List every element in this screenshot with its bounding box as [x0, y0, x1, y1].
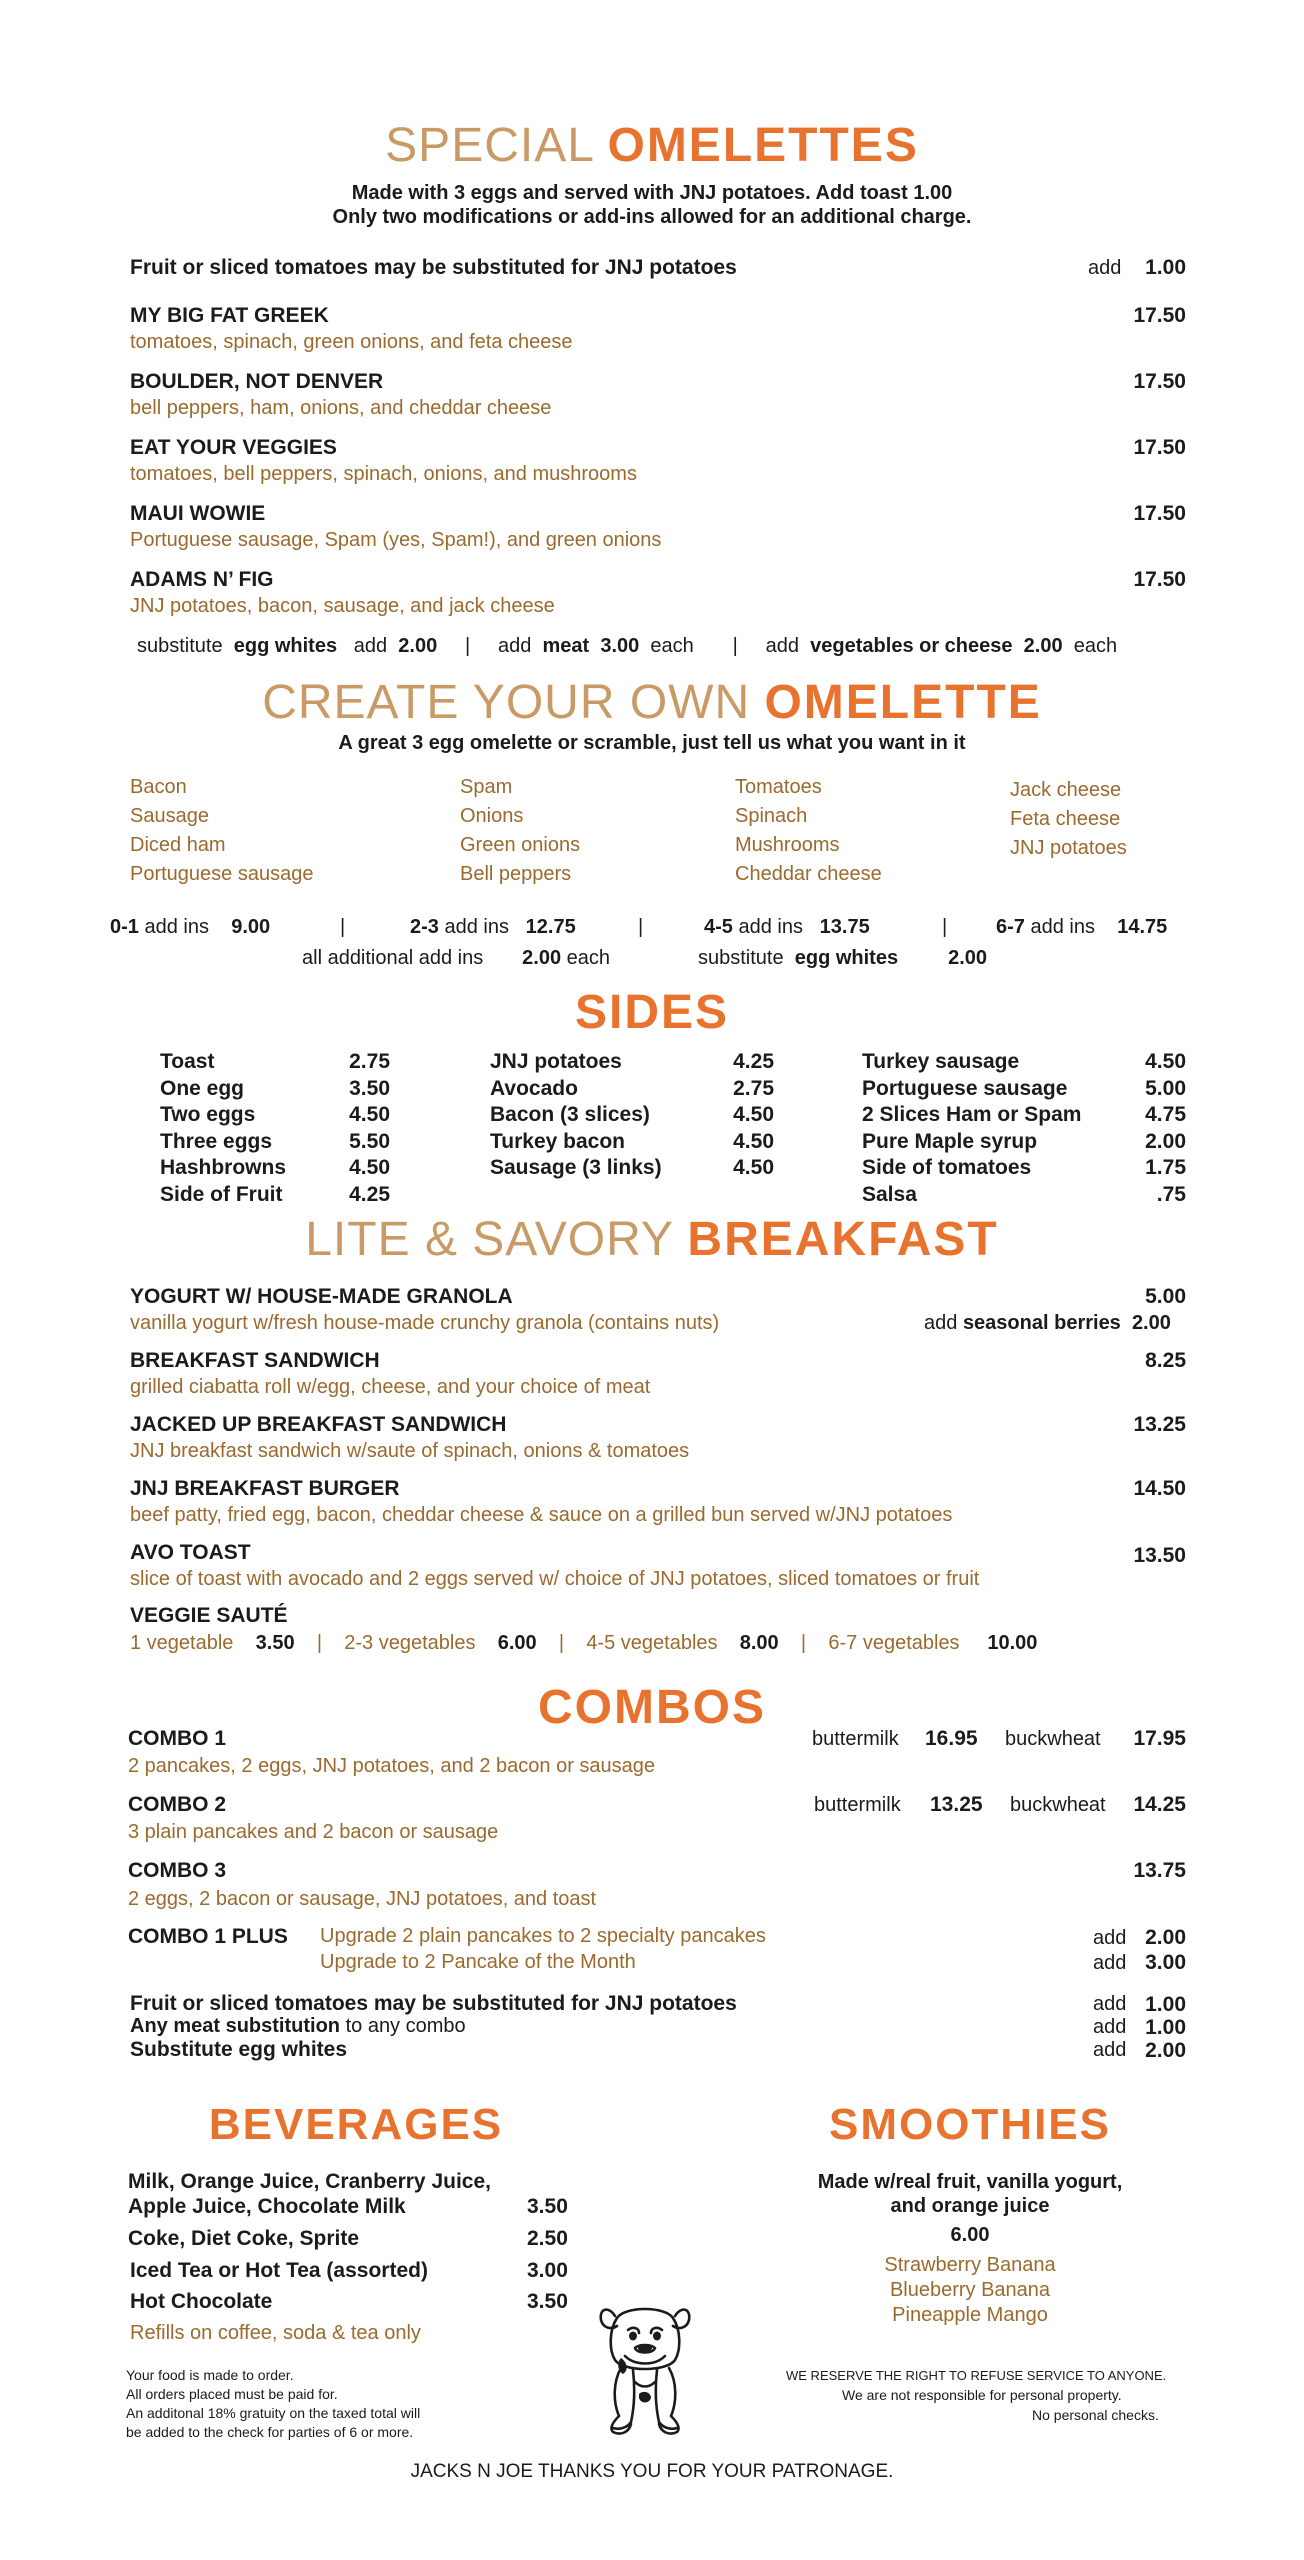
- omelette-price: 17.50: [1133, 436, 1186, 459]
- tier-price: 9.00: [231, 916, 271, 938]
- combo-note-meat-label: Any meat substitution: [130, 2015, 341, 2037]
- combo-1-plus-add: add: [1093, 1952, 1127, 1974]
- side-price: 4.50: [349, 1156, 390, 1179]
- combo-3-price: 13.75: [1133, 1859, 1186, 1882]
- separator: |: [316, 1632, 323, 1654]
- side-name: Side of tomatoes: [862, 1156, 1032, 1179]
- side-name: Sausage (3 links): [490, 1156, 662, 1179]
- footer-note: Your food is made to order.: [126, 2367, 294, 2383]
- sides-column-2-prices: [700, 1049, 774, 1182]
- ingredient: Spam: [460, 776, 513, 798]
- side-name: Pure Maple syrup: [862, 1129, 1038, 1153]
- berries-add: add: [924, 1312, 958, 1334]
- lite-item-price: 14.50: [1133, 1477, 1186, 1500]
- footer-property-note: We are not responsible for personal property.: [842, 2387, 1122, 2403]
- combo-note-add: add: [1093, 2039, 1127, 2061]
- mod-meat-each: each: [650, 635, 694, 657]
- sides-column-1-prices: [320, 1049, 390, 1208]
- berries-label: seasonal berries: [962, 1312, 1121, 1334]
- beverage-name-cont: Apple Juice, Chocolate Milk: [128, 2195, 406, 2218]
- lite-item-desc: slice of toast with avocado and 2 eggs served w/ choice of JNJ potatoes, sliced tomatoes or fruit: [130, 1568, 980, 1590]
- side-price: 4.50: [349, 1103, 390, 1126]
- smoothies-desc-2: and orange juice: [890, 2195, 1050, 2217]
- side-price: 4.75: [1145, 1103, 1186, 1126]
- veggie-option: 4-5 vegetables: [586, 1632, 718, 1654]
- mod-sub-price: 2.00: [398, 635, 438, 657]
- addins-extra: [302, 947, 610, 970]
- tier-label: add ins: [1030, 916, 1095, 938]
- smoothies-desc-1: Made w/real fruit, vanilla yogurt,: [817, 2171, 1123, 2193]
- lite-item-desc: vanilla yogurt w/fresh house-made crunchy granola (contains nuts): [130, 1312, 720, 1334]
- footer-note: be added to the check for parties of 6 or more.: [126, 2424, 414, 2440]
- omelette-desc: tomatoes, bell peppers, spinach, onions, and mushrooms: [130, 463, 637, 485]
- combo-1-plus-option: Upgrade to 2 Pancake of the Month: [320, 1951, 636, 1973]
- combo-1-plus-price: 2.00: [1145, 1926, 1186, 1949]
- omelette-price: 17.50: [1133, 304, 1186, 327]
- tier-price: 13.75: [819, 916, 870, 938]
- combo-2-name: COMBO 2: [128, 1793, 227, 1816]
- beverage-price: 3.50: [527, 2195, 568, 2218]
- side-name: Hashbrowns: [160, 1156, 287, 1179]
- seasonal-berries: [924, 1312, 1171, 1335]
- ingredient: Mushrooms: [735, 834, 840, 856]
- side-price: 4.50: [733, 1156, 774, 1179]
- veggie-saute-options: [130, 1632, 1037, 1655]
- veggie-option: 6-7 vegetables: [828, 1632, 960, 1654]
- mod-veg-label: vegetables or cheese: [810, 635, 1013, 657]
- sub-item: egg whites: [794, 947, 899, 969]
- omelette-name: ADAMS N’ FIG: [130, 568, 274, 591]
- lite-item-price: 13.50: [1133, 1544, 1186, 1567]
- veggie-price: 6.00: [497, 1632, 537, 1654]
- sides-column-1: [160, 1049, 286, 1208]
- omelettes-subtitle-2: Only two modifications or add-ins allowed for an additional charge.: [332, 206, 972, 228]
- combo-3-desc: 2 eggs, 2 bacon or sausage, JNJ potatoes, and toast: [128, 1888, 597, 1910]
- omelette-name: MY BIG FAT GREEK: [130, 304, 329, 327]
- lite-item-name: JACKED UP BREAKFAST SANDWICH: [130, 1413, 507, 1436]
- footer-checks-note: No personal checks.: [1032, 2407, 1159, 2423]
- potato-substitution-add: add: [1088, 257, 1122, 279]
- combo-note-add: add: [1093, 1993, 1127, 2015]
- smoothies-price: 6.00: [950, 2224, 990, 2246]
- side-name: Portuguese sausage: [862, 1076, 1068, 1100]
- tier-count: 0-1: [110, 916, 139, 938]
- mod-sub-add: add: [353, 635, 388, 657]
- combo-1-plus-price: 3.00: [1145, 1951, 1186, 1974]
- addins-tier-3: [704, 916, 870, 939]
- side-name: Avocado: [490, 1076, 578, 1100]
- side-price: 2.75: [733, 1076, 774, 1100]
- side-price: 4.50: [733, 1103, 774, 1126]
- lite-item-price: 5.00: [1145, 1285, 1186, 1308]
- combo-note-potatoes: Fruit or sliced tomatoes may be substituted for JNJ potatoes: [130, 1992, 737, 2015]
- separator: |: [732, 635, 738, 657]
- combo-1-buttermilk: buttermilk: [812, 1728, 899, 1750]
- omelette-desc: Portuguese sausage, Spam (yes, Spam!), and green onions: [130, 529, 662, 551]
- ingredient: Feta cheese: [1010, 808, 1121, 830]
- ingredient: Onions: [460, 805, 524, 827]
- omelette-price: 17.50: [1133, 370, 1186, 393]
- lite-item-name: YOGURT W/ HOUSE-MADE GRANOLA: [130, 1285, 513, 1308]
- ingredient: Portuguese sausage: [130, 863, 314, 885]
- tier-price: 12.75: [525, 916, 576, 938]
- ingredients-column-1: [130, 773, 313, 889]
- tier-label: add ins: [144, 916, 209, 938]
- combos-title: COMBOS: [538, 1681, 766, 1734]
- footer-left-notes: [126, 2366, 420, 2442]
- extra-each: each: [566, 947, 611, 969]
- mod-veg-add: add: [765, 635, 800, 657]
- ingredient: Bacon: [130, 776, 187, 798]
- ingredient: Bell peppers: [460, 863, 572, 885]
- omelette-modifications: [137, 635, 1117, 658]
- ingredient: Cheddar cheese: [735, 863, 882, 885]
- lite-item-name: BREAKFAST SANDWICH: [130, 1349, 380, 1372]
- combo-1-buckwheat: buckwheat: [1005, 1728, 1101, 1750]
- combo-note-meat: [130, 2015, 466, 2038]
- create-title-strong: OMELETTE: [764, 676, 1042, 729]
- extra-label: all additional add ins: [302, 947, 484, 969]
- tier-count: 4-5: [704, 916, 733, 938]
- tier-price: 14.75: [1117, 916, 1168, 938]
- beverage-price: 3.00: [527, 2259, 568, 2282]
- ingredient: Diced ham: [130, 834, 226, 856]
- omelettes-subtitle-1: Made with 3 eggs and served with JNJ potatoes. Add toast 1.00: [351, 182, 953, 204]
- separator: |: [465, 635, 471, 657]
- side-name: Two eggs: [160, 1103, 256, 1126]
- addins-tier-1: [110, 916, 270, 939]
- side-name: Salsa: [862, 1182, 917, 1206]
- ingredients-column-2: [460, 773, 580, 889]
- lite-title-light: LITE & SAVORY: [305, 1213, 674, 1266]
- footer-note: An additonal 18% gratuity on the taxed total will: [126, 2405, 421, 2421]
- veggie-price: 3.50: [255, 1632, 295, 1654]
- footer-note: All orders placed must be paid for.: [126, 2386, 338, 2402]
- separator: |: [340, 916, 346, 938]
- omelette-name: BOULDER, NOT DENVER: [130, 370, 384, 393]
- combo-1-plus-name: COMBO 1 PLUS: [128, 1925, 288, 1948]
- combo-note-egg-whites: Substitute egg whites: [130, 2038, 348, 2061]
- lite-title: [0, 1212, 1304, 1267]
- side-name: JNJ potatoes: [490, 1050, 622, 1073]
- beverage-price: 2.50: [527, 2227, 568, 2250]
- side-name: Bacon (3 slices): [490, 1103, 650, 1126]
- separator: |: [558, 1632, 565, 1654]
- ingredients-column-3: [735, 773, 882, 889]
- combo-note-meat-tail: to any combo: [345, 2015, 466, 2037]
- side-price: 4.50: [1145, 1050, 1186, 1073]
- combo-1-desc: 2 pancakes, 2 eggs, JNJ potatoes, and 2 bacon or sausage: [128, 1755, 656, 1777]
- ingredient: JNJ potatoes: [1010, 837, 1127, 859]
- omelettes-title-light: SPECIAL: [385, 119, 594, 172]
- combo-3-name: COMBO 3: [128, 1859, 227, 1882]
- smoothie-flavor: Blueberry Banana: [889, 2279, 1051, 2301]
- beverage-name: Milk, Orange Juice, Cranberry Juice,: [128, 2170, 491, 2193]
- veggie-saute-name: VEGGIE SAUTÉ: [130, 1604, 288, 1627]
- lite-item-price: 8.25: [1145, 1349, 1186, 1372]
- side-price: 5.00: [1145, 1076, 1186, 1100]
- combo-2-buttermilk: buttermilk: [814, 1794, 901, 1816]
- ingredient: Sausage: [130, 805, 209, 827]
- combo-note-price: 1.00: [1145, 2016, 1186, 2039]
- side-name: Turkey sausage: [862, 1050, 1020, 1073]
- lite-item-desc: beef patty, fried egg, bacon, cheddar cheese & sauce on a grilled bun served w/JNJ potatoes: [130, 1504, 953, 1526]
- mod-sub-label: substitute: [137, 635, 223, 657]
- extra-price: 2.00: [522, 947, 562, 969]
- omelettes-title-strong: OMELETTES: [607, 119, 919, 172]
- sides-column-2: [490, 1049, 662, 1182]
- sub-price: 2.00: [948, 947, 988, 969]
- tier-label: add ins: [444, 916, 509, 938]
- veggie-price: 10.00: [987, 1632, 1038, 1654]
- omelettes-title: [0, 118, 1304, 173]
- mod-meat-label: meat: [542, 635, 590, 657]
- beverage-name: Coke, Diet Coke, Sprite: [128, 2227, 360, 2250]
- veggie-option: 1 vegetable: [130, 1632, 234, 1654]
- side-name: Side of Fruit: [160, 1182, 283, 1206]
- bulldog-icon: [595, 2298, 695, 2440]
- smoothie-flavor: Strawberry Banana: [884, 2254, 1056, 2276]
- side-price: 2.75: [349, 1050, 390, 1073]
- combo-2-desc: 3 plain pancakes and 2 bacon or sausage: [128, 1821, 499, 1843]
- beverage-name: Iced Tea or Hot Tea (assorted): [130, 2259, 428, 2282]
- side-price: 4.25: [349, 1182, 390, 1206]
- side-price: 2.00: [1145, 1129, 1186, 1153]
- smoothies-title: SMOOTHIES: [828, 2100, 1112, 2149]
- veggie-price: 8.00: [739, 1632, 779, 1654]
- separator: |: [800, 1632, 807, 1654]
- sides-column-3: [862, 1049, 1081, 1208]
- lite-item-desc: grilled ciabatta roll w/egg, cheese, and your choice of meat: [130, 1376, 651, 1398]
- beverage-refills-note: Refills on coffee, soda & tea only: [130, 2322, 421, 2344]
- combo-1-plus-add: add: [1093, 1927, 1127, 1949]
- mod-sub-item: egg whites: [233, 635, 338, 657]
- potato-substitution-price: 1.00: [1145, 256, 1186, 279]
- side-price: 4.50: [733, 1129, 774, 1153]
- addins-substitute: [698, 947, 987, 970]
- create-title: [0, 675, 1304, 730]
- ingredients-column-4: [1010, 776, 1127, 863]
- side-price: 1.75: [1145, 1156, 1186, 1179]
- combo-1-name: COMBO 1: [128, 1727, 227, 1750]
- create-subtitle: A great 3 egg omelette or scramble, just tell us what you want in it: [338, 732, 966, 754]
- potato-substitution-note: Fruit or sliced tomatoes may be substituted for JNJ potatoes: [130, 256, 737, 279]
- combo-note-price: 2.00: [1145, 2039, 1186, 2062]
- veggie-option: 2-3 vegetables: [344, 1632, 476, 1654]
- smoothie-flavor: Pineapple Mango: [892, 2304, 1048, 2326]
- create-title-light: CREATE YOUR OWN: [262, 676, 751, 729]
- addins-tier-4: [996, 916, 1167, 939]
- side-name: 2 Slices Ham or Spam: [862, 1103, 1082, 1126]
- footer-thanks: JACKS N JOE THANKS YOU FOR YOUR PATRONAGE.: [410, 2461, 894, 2482]
- ingredient: Green onions: [460, 834, 581, 856]
- omelette-name: EAT YOUR VEGGIES: [130, 436, 337, 459]
- side-name: Turkey bacon: [490, 1129, 625, 1153]
- beverage-name: Hot Chocolate: [130, 2290, 273, 2313]
- ingredient: Jack cheese: [1010, 779, 1122, 801]
- addins-tier-2: [410, 916, 576, 939]
- mod-meat-add: add: [498, 635, 532, 657]
- side-price: 5.50: [349, 1129, 390, 1153]
- mod-meat-price: 3.00: [600, 635, 640, 657]
- lite-item-desc: JNJ breakfast sandwich w/saute of spinach, onions & tomatoes: [130, 1440, 690, 1462]
- lite-title-strong: BREAKFAST: [687, 1213, 999, 1266]
- side-name: One egg: [160, 1076, 245, 1100]
- sides-column-3-prices: [1110, 1049, 1186, 1208]
- omelette-name: MAUI WOWIE: [130, 502, 266, 525]
- side-price: .75: [1156, 1182, 1186, 1206]
- separator: |: [942, 916, 948, 938]
- side-price: 4.25: [733, 1050, 774, 1073]
- mod-veg-each: each: [1073, 635, 1118, 657]
- combo-2-buckwheat: buckwheat: [1010, 1794, 1106, 1816]
- ingredient: Spinach: [735, 805, 808, 827]
- side-price: 3.50: [349, 1076, 390, 1100]
- side-name: Three eggs: [160, 1129, 273, 1153]
- sides-title: SIDES: [574, 986, 730, 1039]
- combo-1-buttermilk-price: 16.95: [925, 1727, 978, 1750]
- side-name: Toast: [160, 1050, 215, 1073]
- omelette-desc: bell peppers, ham, onions, and cheddar cheese: [130, 397, 552, 419]
- berries-price: 2.00: [1131, 1312, 1171, 1334]
- tier-label: add ins: [738, 916, 803, 938]
- combo-2-buckwheat-price: 14.25: [1133, 1793, 1186, 1816]
- bulldog-logo: [595, 2298, 695, 2440]
- beverages-title: BEVERAGES: [208, 2100, 504, 2149]
- combo-note-add: add: [1093, 2016, 1127, 2038]
- ingredient: Tomatoes: [735, 776, 822, 798]
- lite-item-name: AVO TOAST: [130, 1541, 251, 1564]
- omelette-desc: tomatoes, spinach, green onions, and feta cheese: [130, 331, 573, 353]
- combo-1-buckwheat-price: 17.95: [1133, 1727, 1186, 1750]
- omelette-price: 17.50: [1133, 568, 1186, 591]
- lite-item-price: 13.25: [1133, 1413, 1186, 1436]
- sub-label: substitute: [698, 947, 784, 969]
- lite-item-name: JNJ BREAKFAST BURGER: [130, 1477, 400, 1500]
- mod-veg-price: 2.00: [1023, 635, 1063, 657]
- separator: |: [638, 916, 644, 938]
- combo-2-buttermilk-price: 13.25: [930, 1793, 983, 1816]
- footer-refuse-service: WE RESERVE THE RIGHT TO REFUSE SERVICE TO ANYONE.: [786, 2368, 1167, 2383]
- tier-count: 6-7: [996, 916, 1025, 938]
- combo-1-plus-option: Upgrade 2 plain pancakes to 2 specialty pancakes: [320, 1925, 766, 1947]
- combo-note-price: 1.00: [1145, 1993, 1186, 2016]
- tier-count: 2-3: [410, 916, 439, 938]
- omelette-price: 17.50: [1133, 502, 1186, 525]
- beverage-price: 3.50: [527, 2290, 568, 2313]
- omelette-desc: JNJ potatoes, bacon, sausage, and jack cheese: [130, 595, 555, 617]
